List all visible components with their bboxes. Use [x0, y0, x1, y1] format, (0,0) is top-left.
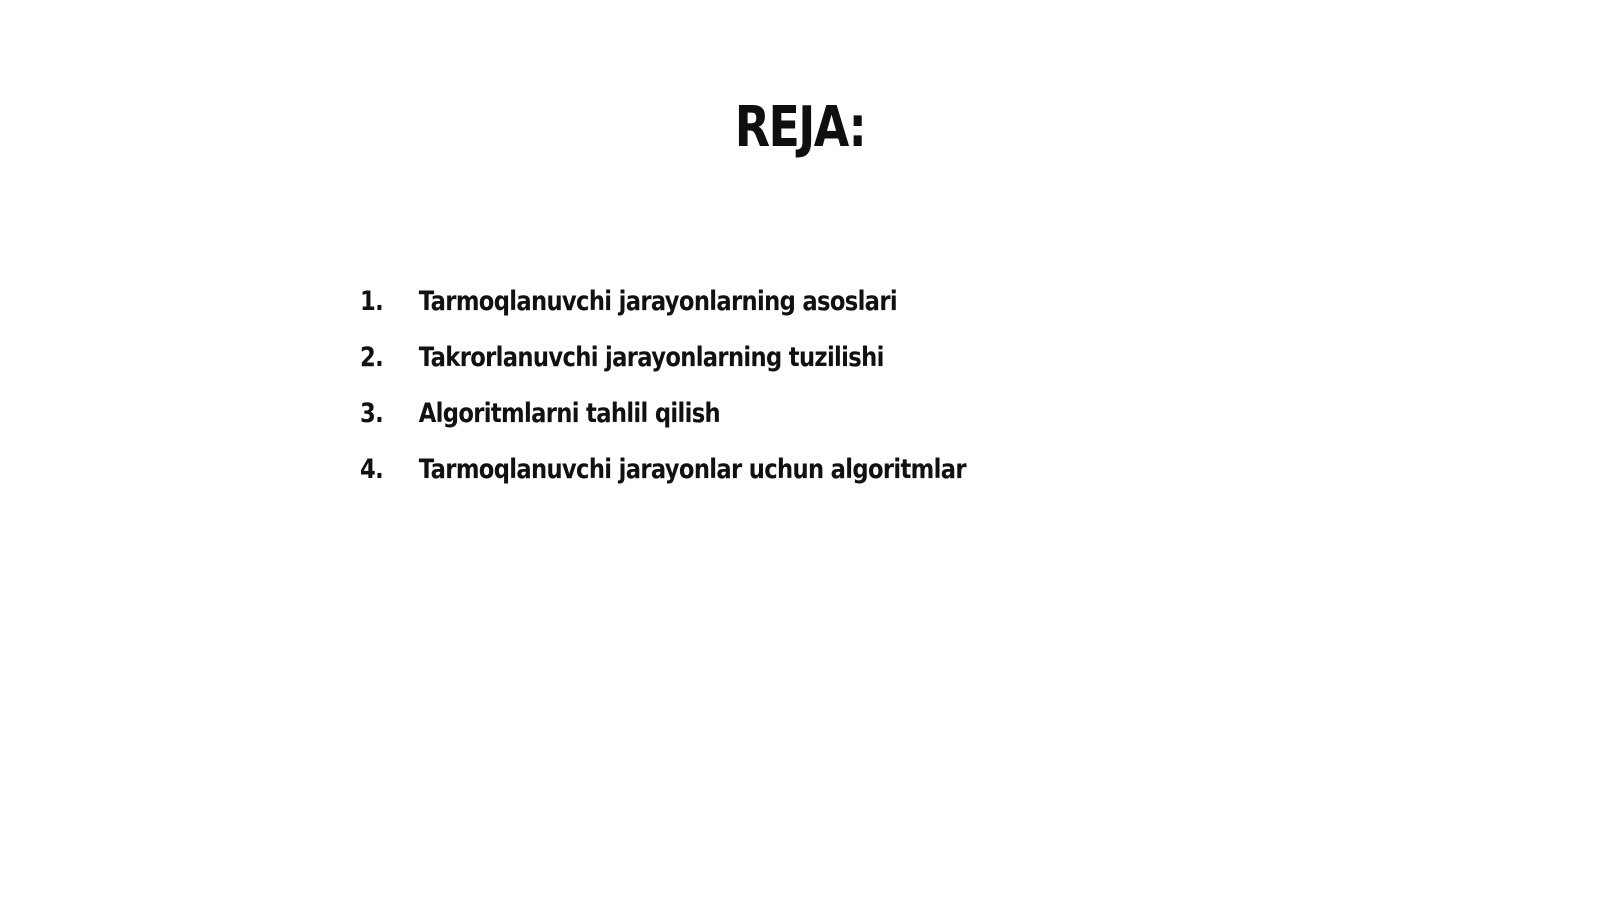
plan-item-3 — [360, 398, 966, 454]
plan-list — [360, 286, 1081, 510]
plan-item-2 — [360, 342, 966, 398]
plan-item-number: 1. — [360, 286, 384, 317]
plan-item-text: Algoritmlarni tahlil qilish — [418, 398, 721, 429]
plan-item-number: 3. — [360, 398, 384, 429]
plan-item-1 — [360, 286, 966, 342]
plan-item-text: Tarmoqlanuvchi jarayonlar uchun algoritmlar — [418, 454, 966, 485]
plan-item-4 — [360, 454, 966, 510]
plan-item-number: 4. — [360, 454, 384, 485]
plan-item-text: Tarmoqlanuvchi jarayonlarning asoslari — [418, 286, 897, 317]
plan-item-text: Takrorlanuvchi jarayonlarning tuzilishi — [418, 342, 884, 373]
slide-title: REJA: — [734, 95, 866, 160]
plan-item-number: 2. — [360, 342, 384, 373]
